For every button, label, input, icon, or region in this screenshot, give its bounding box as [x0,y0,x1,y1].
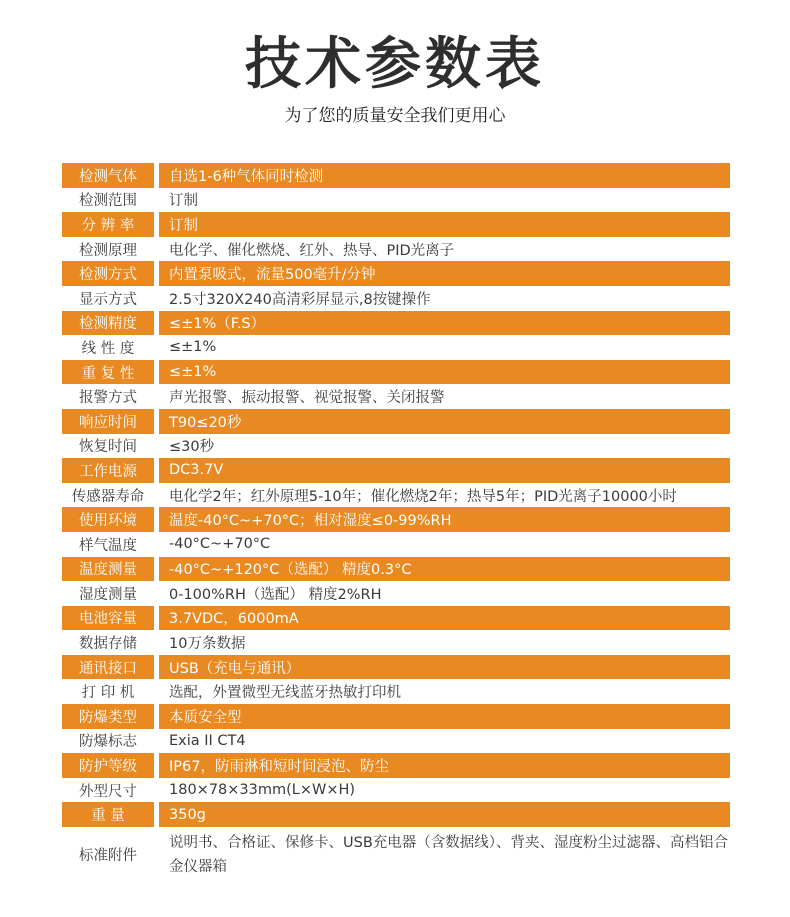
spec-row [62,360,730,385]
spec-row [62,557,730,582]
spec-row [62,335,730,360]
spec-value: IP67，防雨淋和短时间浸泡、防尘 [159,753,730,778]
spec-row [62,507,730,532]
spec-value: ≤±1%（F.S） [159,311,730,336]
spec-row [62,655,730,680]
spec-label: 响应时间 [62,409,154,434]
spec-label: 恢复时间 [79,439,137,456]
spec-row [62,753,730,778]
spec-label: 传感器寿命 [71,488,145,505]
spec-value: DC3.7V [159,458,730,483]
spec-label: 电池容量 [62,606,154,631]
spec-row [62,679,730,704]
spec-label: 检测原理 [79,242,137,259]
page-title: 技术参数表 [245,32,545,97]
page-subtitle: 为了您的质量安全我们更用心 [284,106,506,126]
spec-row [62,778,730,803]
spec-label: 检测精度 [62,311,154,336]
spec-value: 说明书、合格证、保修卡、USB充电器（含数据线）、背夹、湿度粉尘过滤器、高档铝合金仪器箱 [169,835,729,876]
spec-row [62,237,730,262]
spec-label: 重 量 [62,802,154,827]
spec-label: 使用环境 [62,507,154,532]
spec-value: ≤±1% [169,339,217,356]
spec-label: 报警方式 [79,390,137,407]
spec-label: 湿度测量 [79,586,137,603]
spec-row [62,630,730,655]
spec-label: 防爆类型 [62,704,154,729]
spec-label: 防护等级 [62,753,154,778]
spec-value: -40°C~+70°C [169,536,271,553]
spec-value: 2.5寸320X240高清彩屏显示,8按键操作 [169,291,431,308]
spec-row [62,483,730,508]
spec-row [62,163,730,188]
spec-value: ≤30秒 [169,439,215,456]
spec-label: 工作电源 [62,458,154,483]
spec-label: 样气温度 [79,537,137,554]
spec-value: 订制 [169,193,198,210]
spec-row [62,409,730,434]
spec-value: 350g [159,802,730,827]
spec-label: 检测方式 [62,261,154,286]
spec-value: T90≤20秒 [159,409,730,434]
spec-label: 检测气体 [62,163,154,188]
spec-label: 数据存储 [79,636,137,653]
spec-value: USB（充电与通讯） [159,655,730,680]
spec-value: 电化学2年；红外原理5-10年；催化燃烧2年；热导5年；PID光离子10000小时 [169,488,677,505]
spec-value: ≤±1% [159,360,730,385]
spec-row [62,606,730,631]
spec-value: 自选1-6种气体同时检测 [159,163,730,188]
spec-row [62,434,730,459]
spec-label: 标准附件 [79,847,137,864]
spec-value: 10万条数据 [169,636,246,653]
spec-label: 外型尺寸 [79,783,137,800]
spec-value: 3.7VDC，6000mA [159,606,730,631]
spec-row [62,261,730,286]
spec-label: 通讯接口 [62,655,154,680]
spec-value: Exia II CT4 [169,732,246,749]
spec-label: 线 性 度 [81,340,135,357]
spec-row [62,212,730,237]
spec-value: 0-100%RH（选配） 精度2%RH [169,586,382,603]
spec-row [62,532,730,557]
spec-value: 本质安全型 [159,704,730,729]
spec-value: 选配，外置微型无线蓝牙热敏打印机 [169,685,401,702]
spec-row [62,729,730,754]
spec-row [62,311,730,336]
spec-label: 显示方式 [79,291,137,308]
spec-row [62,188,730,213]
spec-label: 重 复 性 [62,360,154,385]
spec-table [62,163,730,881]
spec-row [62,704,730,729]
spec-label: 分 辨 率 [62,212,154,237]
spec-row [62,827,730,881]
spec-value: 180×78×33mm(L×W×H) [169,782,356,799]
spec-label: 检测范围 [79,193,137,210]
spec-label: 打 印 机 [81,685,135,702]
spec-label: 防爆标志 [79,734,137,751]
spec-label: 温度测量 [62,557,154,582]
spec-row [62,458,730,483]
spec-row [62,581,730,606]
spec-row [62,802,730,827]
spec-value: 内置泵吸式，流量500毫升/分钟 [159,261,730,286]
spec-value: -40°C~+120°C（选配） 精度0.3°C [159,557,730,582]
spec-value: 订制 [159,212,730,237]
spec-value: 温度-40°C~+70°C；相对湿度≤0-99%RH [159,507,730,532]
spec-row [62,384,730,409]
spec-row [62,286,730,311]
spec-value: 声光报警、振动报警、视觉报警、关闭报警 [169,390,445,407]
spec-value: 电化学、催化燃烧、红外、热导、PID光离子 [169,242,455,259]
